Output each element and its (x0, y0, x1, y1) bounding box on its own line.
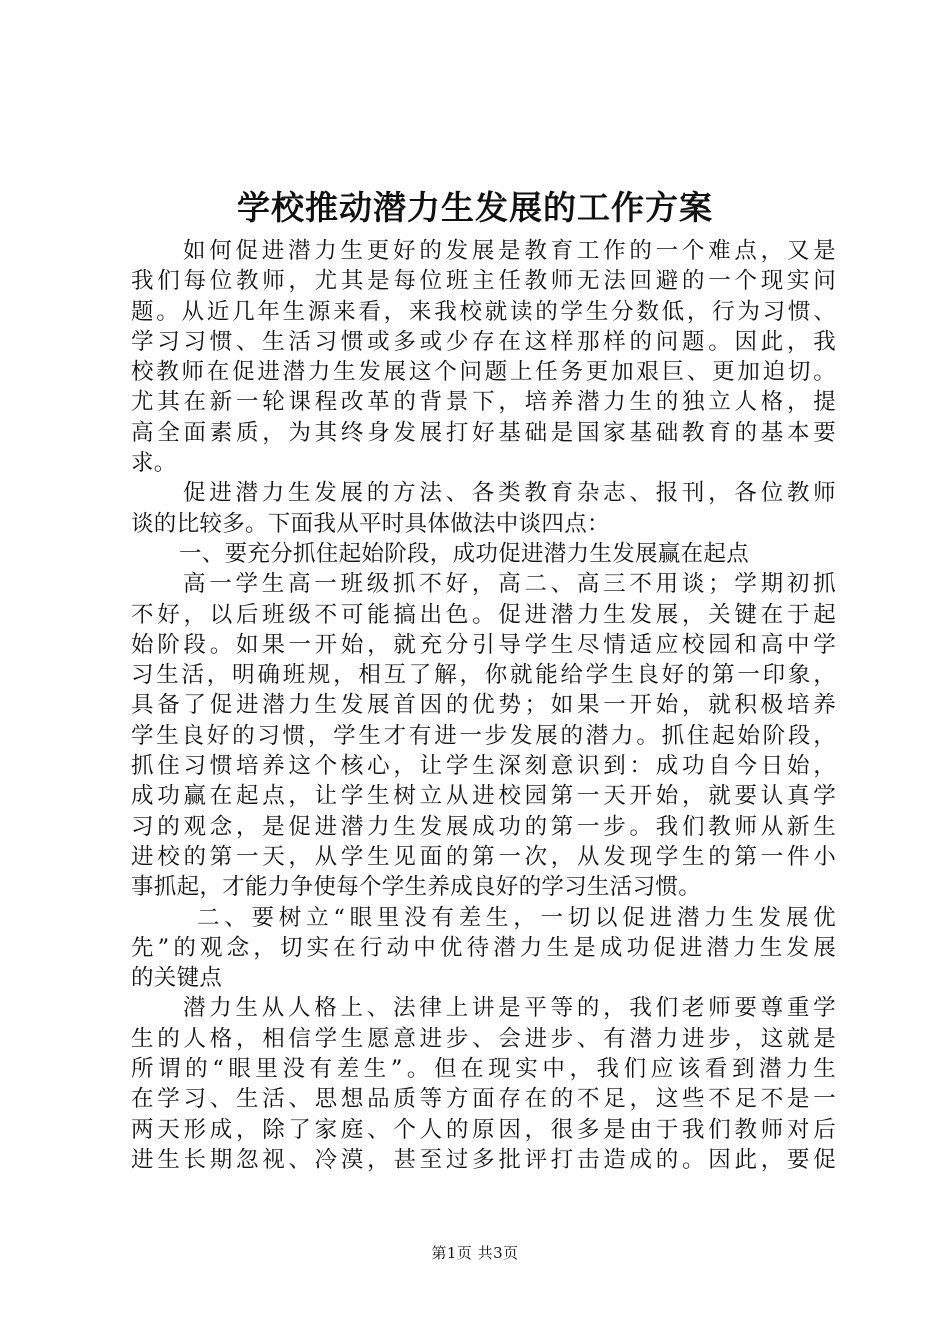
body-line: 具备了促进潜力生发展首因的优势；如果一开始，就积极培养 (131, 692, 836, 719)
body-line: 如何促进潜力生更好的发展是教育工作的一个难点，又是 (183, 238, 836, 264)
section-heading: 一、要充分抓住起始阶段，成功促进潜力生发展赢在起点 (179, 540, 750, 567)
body-line: 学生良好的习惯，学生才有进一步发展的潜力。抓住起始阶段， (131, 722, 836, 749)
body-line: 学习习惯、生活习惯或多或少存在这样那样的问题。因此，我 (131, 328, 836, 355)
body-line: 校教师在促进潜力生发展这个问题上任务更加艰巨、更加迫切。 (131, 359, 836, 386)
body-line: 抓住习惯培养这个核心，让学生深刻意识到：成功自今日始， (131, 753, 836, 780)
body-line: 所谓的“眼里没有差生”。但在现实中，我们应该看到潜力生 (131, 1056, 836, 1083)
body-line: 进生长期忽视、冷漠，甚至过多批评打击造成的。因此，要促 (131, 1146, 836, 1173)
body-line: 始阶段。如果一开始，就充分引导学生尽情适应校园和高中学 (131, 631, 836, 658)
body-line: 生的人格，相信学生愿意进步、会进步、有潜力进步，这就是 (131, 1025, 836, 1052)
body-line: 习的观念，是促进潜力生发展成功的第一步。我们教师从新生 (131, 813, 836, 840)
body-line: 尤其在新一轮课程改革的背景下，培养潜力生的独立人格，提 (131, 389, 836, 416)
body-line: 事抓起，才能力争使每个学生养成良好的学习生活习惯。 (131, 874, 702, 901)
body-line: 潜力生从人格上、法律上讲是平等的，我们老师要尊重学 (183, 995, 836, 1022)
page-number: 第1页 共3页 (431, 1244, 519, 1262)
section-heading: 二、要树立“眼里没有差生，一切以促进潜力生发展优 (197, 904, 836, 931)
section-heading: 先”的观念，切实在行动中优待潜力生是成功促进潜力生发展 (131, 934, 836, 961)
body-line: 进校的第一天，从学生见面的第一次，从发现学生的第一件小 (131, 843, 836, 870)
body-line: 成功赢在起点，让学生树立从进校园第一天开始，就要认真学 (131, 783, 836, 810)
document-title: 学校推动潜力生发展的工作方案 (237, 188, 713, 227)
body-line: 两天形成，除了家庭、个人的原因，很多是由于我们教师对后 (131, 1116, 836, 1143)
body-line: 高全面素质，为其终身发展打好基础是国家基础教育的基本要 (131, 419, 836, 446)
body-line: 习生活，明确班规，相互了解，你就能给学生良好的第一印象， (131, 662, 836, 689)
body-line: 我们每位教师，尤其是每位班主任教师无法回避的一个现实问 (131, 268, 836, 295)
body-line: 谈的比较多。下面我从平时具体做法中谈四点： (131, 510, 610, 537)
body-line: 求。 (131, 450, 177, 477)
document-body (131, 236, 836, 1175)
body-line: 促进潜力生发展的方法、各类教育杂志、报刊，各位教师 (183, 480, 836, 507)
body-line: 题。从近几年生源来看，来我校就读的学生分数低，行为习惯、 (131, 298, 836, 325)
body-line: 不好，以后班级不可能搞出色。促进潜力生发展，关键在于起 (131, 601, 836, 628)
body-line: 在学习、生活、思想品质等方面存在的不足，这些不足不是一 (131, 1086, 836, 1113)
body-line: 高一学生高一班级抓不好，高二、高三不用谈；学期初抓 (183, 571, 836, 598)
section-heading: 的关键点 (131, 965, 223, 992)
